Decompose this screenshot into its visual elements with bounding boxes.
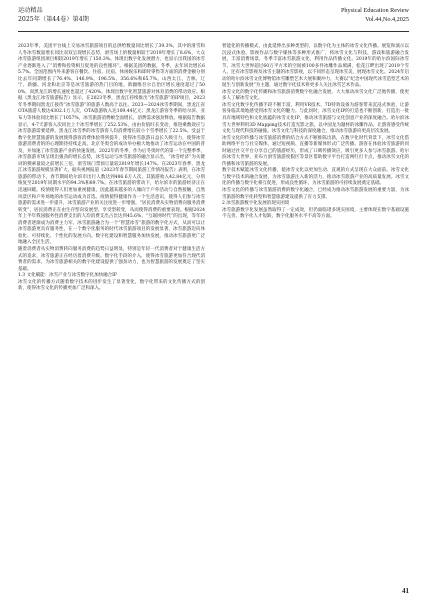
issue-info-en: Vol.44,No.4,2025 bbox=[365, 16, 409, 23]
body-paragraph: 冰雪文化的数字化传播和冰雪旅游消费数字化融合发展，大大推动冰雪文化广泛地传播，使更多人了解冰雪文化。 bbox=[222, 89, 409, 102]
body-paragraph: 随着消费者从实物消费转向服务消费的趋势日益明显，特别是年轻一代消费者对于健康生活方式的追求，冰雪旅游正在经历着消费升级。数字化手段的介入，使得冰雪旅游更加符合现代消费者的需求，为冰雪旅游相关的数字化建设提供了强劲动力，也为智慧旅游的发展奠定了坚实基础。 bbox=[18, 246, 205, 272]
right-column bbox=[222, 44, 409, 221]
section-heading: 1.3 文化赋能：冰雪产业与冰雪数字化加快融合IP bbox=[18, 273, 117, 279]
body-paragraph: 冰雪文化的传播方式随着数字技术的进步发生了显著变化，数字化带来的文化传播方式的创新，使得冰雪文化的传播更加广泛和深入。 bbox=[18, 279, 205, 292]
body-paragraph: 数字技术赋能冰雪文化传播，使冰雪文化以更加生动、直观的方式呈现在大众面前。冰雪文化与数字技术的融合发展，为冰雪旅游注入新的活力，推动冰雪旅游产业的高质量发展。冰雪文化的传播与数字化相互促进，形成良性循环，为冰雪旅游的可持续发展奠定基础。 bbox=[222, 168, 409, 187]
left-column bbox=[18, 44, 205, 293]
body-paragraph: 冰雪文化数字化传播手段不断丰富，利用VR技术、7D特效设备为游客带来沉浸式体验，让游客身临其境地感受到冰雪文化的魅力。与此同时，冰雪文化IP的打造也不断创新，打造出一批具有地域特色和文化底蕴的冰雪文化IP，推动冰雪旅游与文化创意产业的深度融合。哈尔滨冰雪大世界利用3D Mapping技术打造光影之旅，以中国龙为题材的冰雕作品，让游客感受传统文化与现代科技的碰撞。冰雪文化与科技的深度融合，推动冰雪旅游向更高层次发展。 bbox=[222, 102, 409, 135]
section-heading: 2 冰雪旅游数字化发展的现实困境 bbox=[222, 201, 290, 207]
body-paragraph: 冰雪旅游数字化发展虽然取得了一定成效，但仍面临诸多现实困境，主要体现在数字基础设施不完善、数字化人才短缺、数字化服务水平不高等方面。 bbox=[222, 207, 409, 220]
body-paragraph: 2023年季，美团平台线上交易冰雪旅游项目的总供给数量同比增长了39.3%，其中的滑雪和人冬冰雪数量增长同比双双呈现增长态势，滑雪场上的数量相较于2019年增长了8.6%，大众冰雪旅游组团项目相较2019年增长了150.3%。体现出数字化发展潜力，也显示出我国的冰雪产业逐渐进入了“消费和投资相互促进的良性循环”。根据美团的数据，冬季，去年同比增长65.7%。全国范围内外来游客在餐饮、住宿、民宿、休闲娱乐和即时零售等方面的消费金额分别比去年同期增长了76.4%、146.9%、196.5%、356.6%和65.7%。山西太江、吉林、辽宁、新疆、河北和北京等是冰雪旅游的热门目的地。新疆维吾尔自治区增长速度超过了500%，而黑龙江的增长速度也超过了420%。体现出数字化智慧旅游对体育消费的带动效应。根据《黑龙江冰雪旅游报告》显示，在2023冬季，黑龙江持续推出“冰雪旅游”的IP项目，2023年冬季期间黑龙江接待“冰雪旅游”的旅游人数高于以往。2023—2024冰雪季期间，黑龙江省OTA旅游人数达4302.1万人次，OTA旅游收入达109.44亿元；黑龙江游客冬季的哈尔滨、亚布力等体验同比增长了1057%，冰雪旅游消费额全面增长，消费需求强劲释放。根据报告数据显示，4-7天游客入次同比上个冰雪季增长了252.53%，由由价值旺长变动，推进乘数效应与冰雪旅游需要延伸。黑龙江冰雪季的冰雪游客人均消费增长较小个雪季增长了22.5%。受益于数字化智慧旅游的发展使得游客消费体验得到提升，使得冰雪旅游日益长久吸引力，使得冰雪旅游消费者的的心理期待持续走高。北京冬奥会的成功举办极大地推动了冰雪运动在中国的普及，并加速了冰雪旅游产业的快速发展。2022年的冬季，作为后冬奥时代的第一个完整季季，冰雪旅游市场呈现出强劲的增长态势，冰雪运动与冰雪旅游的融合显示出，“冰雪经济”为关键词的搜索量较之前增长三倍，滑雪场门票预订量较2019年增长147%。在2023年春季，黑龙江冰雪旅游规模显著扩大，据央视网报道《2023年春节期间旅游工作情况报告》表明，在冰雪旅游的带动下，春节期间哈尔滨市出行人数达到486.6万人次，其旅游收入42.84亿元，分别恢复至2019年同期水平的94.3%和89.7%。在冰雪旅游的带动下，哈尔滨市的旅游经济正在迅速回暖。疫情使得人们更加重视健康，因此越来越多的人倾向于户外活动与自然接触，自然风景区和户外场地的冰雪运动成为首选。疫情使得健康作为一个生活意识，使得人们参与冰雪旅游的需求进一步提升，冰雪旅游产业的关注度进一步增强。“居民消费从实物消费向服务消费转变”，居民消费正在由生存型向发展型、享受型转变，从而使得消费的重要表现。根据2024年上半年我国服务性消费支出的人均消费支出占比达到45.6%，“互联网时代”的出现，等年轻消费者逐渐成为消费主力军，冰雪旅游融合为一个“智慧冰雪”旅游的数字化方式，从而可以让冰雪旅游更具有服务性，在一个数字化服务的时代冰雪旅游项目的发展显著，冰雪旅游迈向体验化、可持续化、个性化的发展方向。数字化建设和智慧服务加快发展，推动冰雪旅游更广泛地融入全民生活。 bbox=[18, 44, 205, 246]
page-number: 41 bbox=[402, 587, 409, 595]
journal-name-cn: 运动精品 bbox=[18, 7, 43, 14]
body-paragraph: 冰雪文化的传播与冰雪旅游消费的结合方式不断推陈出新，在数字化时代背景下，冰雪文化借助网络平台与社交媒体，通过短视频、直播等新媒体形式广泛传播。游客在体验冰雪旅游的同时通过社交平台分享自己的旅游经历，形成了口碑传播效应，吸引更多人参与冰雪旅游。哈尔滨冰雪大世界、亚布力滑雪旅游度假区等景区借助数字平台打造网红打卡点，推动冰雪文化的传播和冰雪旅游的发展。 bbox=[222, 135, 409, 167]
body-paragraph: 智能化的传播模式，由此延伸出多种类型的，以数字化为主体的冰雪文化传播。展览和演示以沉浸式体验、影视作品与数字媒体等多种形式推广，将冰雪文化与科技、游戏和旅游融合发展，丰富消费场景，冬季丰富冰雪旅游文化，利用作品传播文化。2019年的哈尔滨国际冰雪节，冰雪大世界超过60万平方米的空间被100多件冰雕作品填满，松花江畔出现了2019个雪人，还有冰雪影视及冰雪主题的冰雪影视，以不同形态呈现冰雪美，展现冰雪文化。2024年启动的哈尔滨冰雪文化博物馆冰雪雕塑艺术大展和聚冲力，大赛以“纪念中国现代冰雪造型艺术的诞生与创新发展”为主题，通过数字化技术将更多人关注冰雪艺术作品。 bbox=[222, 44, 409, 89]
journal-name-en: Physical Education Review bbox=[340, 7, 409, 14]
page-header bbox=[18, 3, 409, 32]
issue-info-cn: 2025年（第44卷）第4期 bbox=[18, 16, 89, 23]
body-paragraph: 冰雪文化的传播与冰雪旅游消费的数字化融合，已经成为推动冰雪旅游发展的重要力量，为冰雪旅游的数字化转型和智慧旅游建设提供了有力支撑。 bbox=[222, 188, 409, 200]
